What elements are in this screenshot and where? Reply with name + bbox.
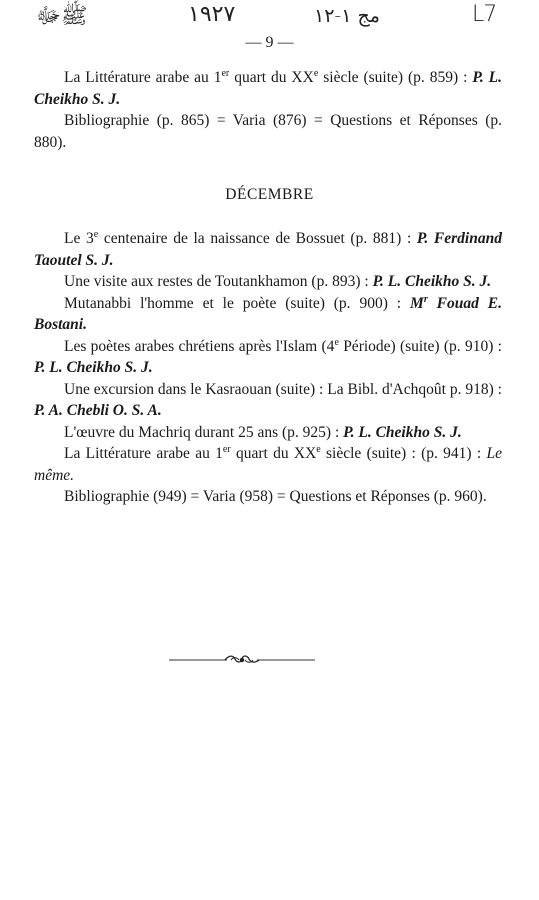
entry-author: Le même. bbox=[34, 445, 502, 484]
entry-text: Le 3 bbox=[64, 230, 94, 247]
superscript: er bbox=[222, 443, 231, 455]
entry-text: quart du XX bbox=[230, 445, 317, 462]
section-heading-decembre: DÉCEMBRE bbox=[225, 186, 314, 203]
entry-author: P. A. Chebli O. S. A. bbox=[34, 402, 162, 419]
entry-bossuet bbox=[34, 228, 502, 271]
superscript: e bbox=[334, 336, 339, 348]
handwritten-note-1: ﷺﷻ bbox=[36, 4, 88, 29]
superscript: e bbox=[313, 67, 319, 79]
ornament-divider bbox=[167, 651, 317, 667]
entry-author: P. L. Cheikho S. J. bbox=[343, 423, 462, 441]
entry-text: Les poètes arabes chrétiens après l'Islam (4 bbox=[64, 337, 335, 355]
entry-mutanabbi bbox=[34, 293, 502, 336]
superscript: r bbox=[423, 293, 428, 305]
entries-november-continued bbox=[34, 67, 502, 153]
handwritten-note-4: L7 bbox=[472, 2, 497, 27]
superscript: e bbox=[93, 228, 99, 240]
entry-oeuvre-machriq bbox=[34, 422, 502, 444]
entry-toutankhamon bbox=[34, 271, 502, 293]
entry-poetes-arabes bbox=[34, 336, 502, 379]
entries-decembre bbox=[34, 228, 502, 508]
entry-author: Fouad E. Bostani. bbox=[34, 294, 502, 333]
entry-text: Période) (suite) (p. 910) : bbox=[338, 337, 502, 355]
entry-text: siècle (suite) : (p. 941) : bbox=[320, 445, 487, 462]
entry-text: Une excursion dans le Kasraouan (suite) : La Bibl. d'Achqoût p. 918) : bbox=[64, 380, 502, 398]
page-number: — 9 — bbox=[245, 34, 294, 51]
entry-author: P. Ferdinand Taoutel S. J. bbox=[34, 230, 502, 269]
entry-author: P. L. Cheikho S. J. bbox=[34, 359, 153, 376]
entry-litterature-arabe-dec bbox=[34, 443, 502, 486]
entry-author: P. L. Cheikho S. J. bbox=[372, 273, 492, 290]
entry-text: L'œuvre du Machriq durant 25 ans (p. 925) : bbox=[64, 423, 344, 441]
entry-text: Une visite aux restes de Toutankhamon (p. 893) : bbox=[64, 273, 373, 290]
entry-author: M bbox=[410, 294, 424, 312]
handwritten-note-3: مج ١-١٢ bbox=[314, 5, 380, 27]
superscript: e bbox=[316, 443, 321, 455]
entry-author: P. L. Cheikho S. J. bbox=[34, 69, 502, 108]
entry-text: centenaire de la naissance de Bossuet (p. 881) : bbox=[98, 230, 417, 247]
entry-text: Mutanabbi l'homme et le poète (suite) (p. 900) : bbox=[64, 294, 411, 312]
entry-text: quart du XX bbox=[229, 69, 314, 86]
handwritten-note-2: ١٩٢٧ bbox=[188, 2, 236, 27]
entry-litterature-arabe bbox=[34, 67, 502, 110]
entry-bibliographie-dec: Bibliographie (949) = Varia (958) = Questions et Réponses (p. 960). bbox=[64, 488, 487, 505]
entry-kasraouan bbox=[34, 379, 502, 422]
entry-text: La Littérature arabe au 1 bbox=[64, 445, 223, 462]
entry-text: siècle (suite) (p. 859) : bbox=[318, 69, 473, 86]
entry-text: La Littérature arabe au 1 bbox=[64, 69, 222, 86]
superscript: er bbox=[221, 67, 230, 79]
entry-bibliographie: Bibliographie (p. 865) = Varia (876) = Questions et Réponses (p. 880). bbox=[34, 112, 502, 151]
